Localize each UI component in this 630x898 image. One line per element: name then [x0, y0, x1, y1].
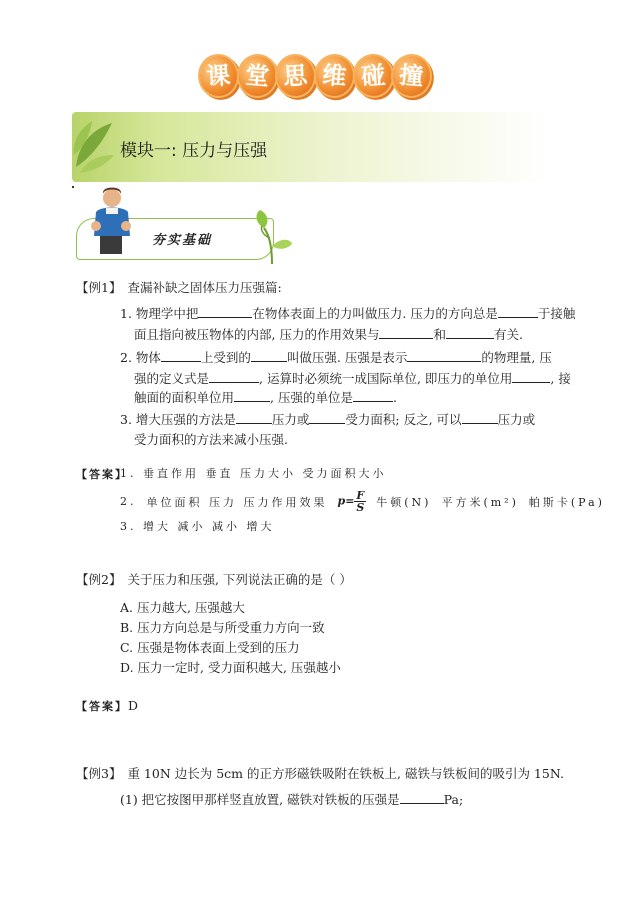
text: 上受到的 — [200, 350, 251, 365]
text: 和 — [433, 327, 446, 342]
example-3-heading — [76, 764, 564, 783]
text: . — [392, 390, 397, 405]
text: 帕斯卡(Pa) — [528, 495, 605, 509]
title-char: 堂 — [237, 54, 277, 97]
ex1-q2-line2 — [134, 369, 571, 388]
formula-fraction — [354, 490, 366, 513]
text: 的物理量, 压 — [481, 350, 552, 365]
example-2-stem: 关于压力和压强, 下列说法正确的是（ ） — [127, 572, 352, 587]
module-title: 模块一: 压力与压强 — [120, 141, 268, 161]
answer-tag: 【答案】 — [76, 468, 128, 481]
example-1-heading — [76, 278, 282, 297]
text: 牛顿(N) — [376, 495, 432, 509]
text: Pa; — [443, 792, 464, 807]
title-char: 课 — [199, 55, 238, 97]
text: , 接 — [550, 371, 571, 386]
section-label: 夯实基础 — [152, 233, 213, 248]
answer-blank — [309, 411, 345, 424]
answer-1-line1: 1. 垂直作用 垂直 压力大小 受力面积大小 — [120, 467, 387, 480]
option-a: A. 压力越大, 压强越大 — [120, 600, 245, 615]
page-title-badge — [200, 56, 430, 102]
answer-1-line3: 3. 增大 减小 减小 增大 — [120, 520, 275, 533]
answer-blank — [407, 349, 481, 362]
divider-dot — [72, 186, 74, 188]
text: 受力面积; 反之, 可以 — [345, 412, 462, 427]
text: , 压强的单位是 — [270, 390, 353, 405]
denominator: S — [356, 501, 365, 514]
ex1-q1-line2 — [134, 325, 523, 344]
formula-p — [338, 490, 367, 513]
text: 受力面积的方法来减小压强. — [134, 432, 288, 447]
person-icon — [86, 186, 136, 256]
example-tag: 【例3】 — [76, 766, 122, 781]
numerator: F — [356, 489, 365, 502]
text: 1. 物理学中把 — [120, 306, 199, 321]
leaf-icon — [68, 115, 120, 175]
example-2-heading — [76, 570, 352, 589]
answer-1-line2 — [120, 490, 605, 513]
answer-blank — [400, 791, 444, 804]
answer-blank — [209, 370, 259, 383]
text: 压力或 — [271, 412, 310, 427]
sprout-icon — [250, 208, 294, 264]
text: 2. — [120, 495, 137, 508]
text: 触面的面积单位用 — [134, 390, 235, 405]
answer-blank — [234, 389, 270, 402]
title-char: 碰 — [353, 55, 392, 97]
text: 有关. — [493, 327, 523, 342]
ex1-q2-line1 — [120, 348, 552, 367]
text: 2. 物体 — [120, 350, 161, 365]
option-c: C. 压强是物体表面上受到的压力 — [120, 640, 300, 655]
title-char: 思 — [276, 55, 315, 97]
ex1-q1-line1 — [120, 304, 575, 323]
answer-blank — [379, 326, 433, 339]
answer-blank — [512, 370, 550, 383]
ex1-q3-line1 — [120, 410, 535, 429]
title-char: 维 — [314, 54, 354, 97]
text: , 运算时必须统一成国际单位, 即压力的单位用 — [259, 371, 513, 386]
option-b: B. 压力方向总是与所受重力方向一致 — [120, 620, 325, 635]
title-char: 撞 — [392, 54, 432, 97]
text: 3. 增大压强的方法是 — [120, 412, 236, 427]
example-1-stem: 查漏补缺之固体压力压强篇: — [127, 280, 282, 295]
answer-blank — [251, 349, 287, 362]
ex1-q3-line2 — [134, 430, 288, 449]
answer-blank — [462, 411, 498, 424]
answer-blank — [198, 305, 252, 318]
text: 在物体表面上的力叫做压力. 压力的方向总是 — [252, 306, 498, 321]
answer-blank — [446, 326, 494, 339]
ex3-q1 — [120, 790, 463, 809]
answer-blank — [353, 389, 393, 402]
text: 压力或 — [497, 412, 536, 427]
example-tag: 【例1】 — [76, 280, 122, 295]
example-tag: 【例2】 — [76, 572, 122, 587]
answer-blank — [498, 305, 538, 318]
ex1-q2-line3 — [134, 388, 397, 407]
text: 叫做压强. 压强是表示 — [286, 350, 408, 365]
answer-blank — [236, 411, 272, 424]
answer-2 — [76, 696, 138, 716]
text: 平方米(m²) — [441, 495, 519, 509]
text: p= — [337, 494, 355, 508]
text: (1) 把它按图甲那样竖直放置, 磁铁对铁板的压强是 — [120, 792, 400, 807]
text: 面且指向被压物体的内部, 压力的作用效果与 — [134, 327, 380, 342]
answer-2-value: D — [128, 698, 139, 713]
text: 于接触 — [537, 306, 576, 321]
text: 单位面积 压力 压力作用效果 — [146, 495, 328, 509]
answer-tag: 【答案】 — [76, 700, 128, 713]
text: 强的定义式是 — [134, 371, 210, 386]
option-d: D. 压力一定时, 受力面积越大, 压强越小 — [120, 660, 341, 675]
example-3-stem: 重 10N 边长为 5cm 的正方形磁铁吸附在铁板上, 磁铁与铁板间的吸引为 15N. — [127, 766, 564, 781]
answer-blank — [161, 349, 201, 362]
